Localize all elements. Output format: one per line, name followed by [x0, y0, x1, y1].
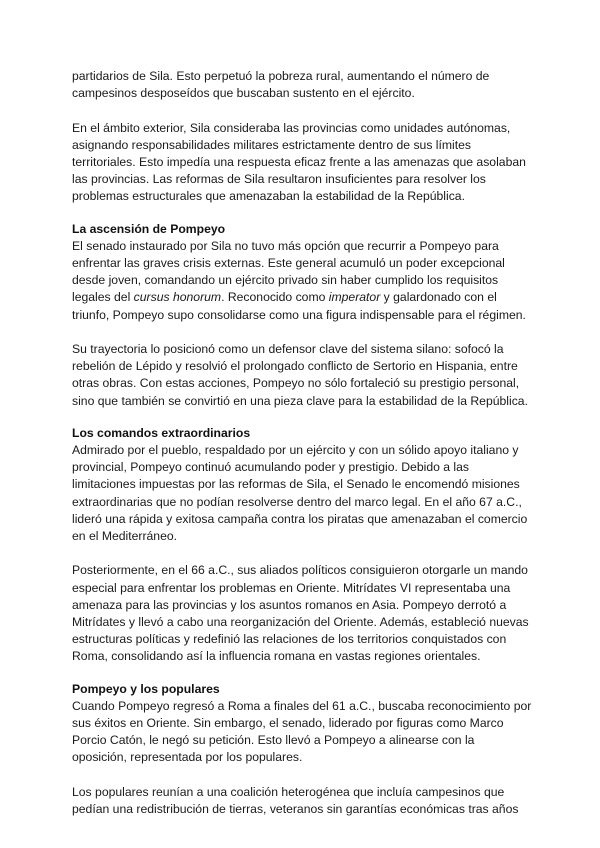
spacer	[72, 666, 532, 681]
paragraph-7: Cuando Pompeyo regresó a Roma a finales del 61 a.C., buscaba reconocimiento por sus éxitos en Oriente. Sin embargo, el senado, liderado por figuras como Marco Porcio Catón, le negó su petición. Esto llevó a Pompeyo a alinearse con la oposición, representada por los populares.	[72, 698, 532, 765]
spacer	[72, 324, 532, 341]
spacer	[72, 767, 532, 784]
paragraph-3-emphasis-cursus: cursus honorum	[133, 290, 222, 305]
paragraph-3-text-a: El senado instaurado por Sila no tuvo más opción que recurrir a Pompeyo para enfrentar las graves crisis externas. Este general acumuló un poder excepcional desde joven, comandando un ejército privado sin haber cumplido los requisitos legales del	[72, 238, 505, 305]
spacer	[72, 102, 532, 119]
paragraph-3-emphasis-imperator: imperator	[328, 290, 381, 305]
paragraph-3	[72, 238, 532, 324]
document-page	[72, 68, 532, 818]
paragraph-3-text-b: . Reconocido como	[221, 290, 329, 305]
paragraph-3-text-c: y galardonado con el triunfo, Pompeyo supo consolidarse como una figura indispensable para el régimen.	[72, 290, 526, 322]
paragraph-4: Su trayectoria lo posicionó como un defensor clave del sistema silano: sofocó la rebelión de Lépido y resolvió el prolongado conflicto de Sertorio en Hispania, entre otras obras. Con estas acciones, Pompeyo no sólo fortaleció su prestigio personal, sino que también se convirtió en una pieza clave para la estabilidad de la República.	[72, 342, 528, 408]
spacer	[72, 206, 532, 221]
section-heading-populares: Pompeyo y los populares	[72, 681, 220, 696]
section-heading-ascension: La ascensión de Pompeyo	[72, 221, 226, 236]
paragraph-6: Posteriormente, en el 66 a.C., sus aliados políticos consiguieron otorgarle un mando especial para enfrentar los problemas en Oriente. Mitrídates VI representaba una amenaza para las provincias y los asuntos romanos en Asia. Pompeyo derrotó a Mitrídates y llevó a cabo una reorganización del Oriente. Además, estableció nuevas estructuras políticas y redefinió las relaciones de los territorios conquistados con Roma, consolidando así la influencia romana en vastas regiones orientales.	[72, 563, 529, 664]
spacer	[72, 545, 532, 562]
paragraph-1: partidarios de Sila. Esto perpetuó la pobreza rural, aumentando el número de campesinos desposeídos que buscaban sustento en el ejército.	[72, 69, 490, 101]
section-heading-comandos: Los comandos extraordinarios	[72, 425, 251, 440]
paragraph-5: Admirado por el pueblo, respaldado por un ejército y con un sólido apoyo italiano y provincial, Pompeyo continuó acumulando poder y prestigio. Debido a las limitaciones impuestas por las reformas de Sila, el Senado le encomendó misiones extraordinarias que no podían resolverse dentro del marco legal. En el año 67 a.C., lideró una rápida y exitosa campaña contra los piratas que amenazaban el comercio en el Mediterráneo.	[72, 443, 528, 544]
spacer	[72, 410, 532, 425]
paragraph-8: Los populares reunían a una coalición heterogénea que incluía campesinos que pedían una redistribución de tierras, veteranos sin garantías económicas tras años	[72, 784, 519, 817]
paragraph-2: En el ámbito exterior, Sila consideraba las provincias como unidades autónomas, asignando responsabilidades militares estrictamente dentro de sus límites territoriales. Esto impedía una respuesta eficaz frente a las amenazas que asolaban las provincias. Las reformas de Sila resultaron insuficientes para resolver los problemas estructurales que amenazaban la estabilidad de la República.	[72, 120, 526, 204]
